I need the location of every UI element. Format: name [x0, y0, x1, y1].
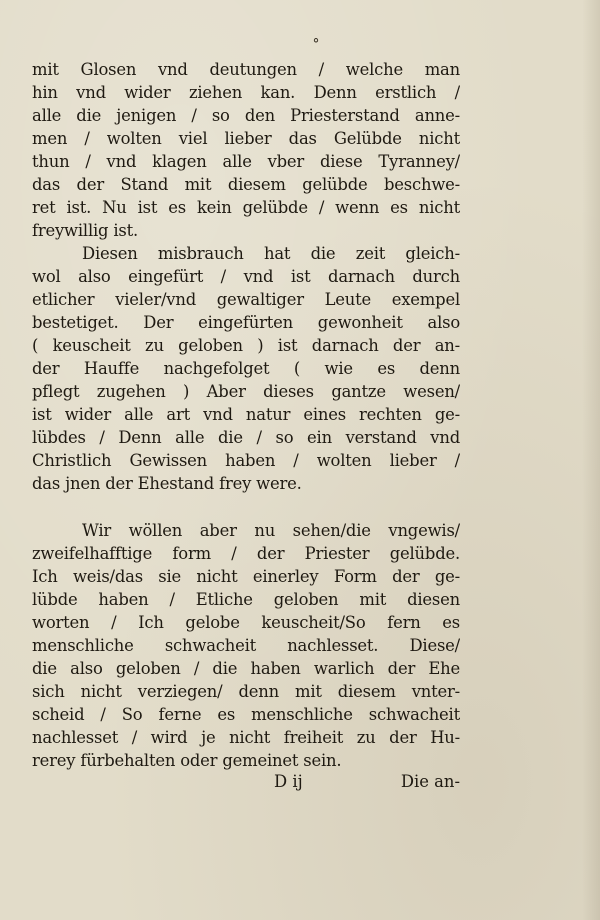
page-edge-shading: [582, 0, 600, 920]
text-line: zweifelhafftige form / der Priester gelübde.: [32, 544, 460, 563]
text-line: sich nicht verziegen/ denn mit diesem vnter-: [32, 682, 460, 701]
catchword: Die an-: [400, 772, 460, 791]
printer-ornament-mark: ˚: [312, 37, 320, 56]
text-line: bestetiget. Der eingefürten gewonheit also: [32, 313, 460, 332]
text-line: wol also eingefürt / vnd ist darnach durch: [32, 267, 460, 286]
text-line: Diesen misbrauch hat die zeit gleich-: [82, 244, 460, 263]
text-line: men / wolten viel lieber das Gelübde nicht: [32, 129, 460, 148]
text-line: hin vnd wider ziehen kan. Denn erstlich /: [32, 83, 460, 102]
text-line: Christlich Gewissen haben / wolten lieber /: [32, 451, 460, 470]
text-line: lübdes / Denn alle die / so ein verstand vnd: [32, 428, 460, 447]
text-line: etlicher vieler/vnd gewaltiger Leute exempel: [32, 290, 460, 309]
text-line: Wir wöllen aber nu sehen/die vngewis/: [82, 521, 460, 540]
paragraph-2: [32, 242, 460, 495]
text-line: menschliche schwacheit nachlesset. Diese/: [32, 636, 460, 655]
page-footer: [32, 770, 460, 794]
text-line: Ich weis/das sie nicht einerley Form der ge-: [32, 567, 460, 586]
text-line: freywillig ist.: [32, 221, 139, 240]
text-line: das der Stand mit diesem gelübde beschwe-: [32, 175, 460, 194]
signature-mark: D ij: [274, 772, 303, 791]
text-line: lübde haben / Etliche geloben mit diesen: [32, 590, 460, 609]
text-line: pflegt zugehen ) Aber dieses gantze wesen/: [32, 382, 460, 401]
text-line: die also geloben / die haben warlich der Ehe: [32, 659, 460, 678]
body-text: [32, 58, 460, 772]
text-line: ret ist. Nu ist es kein gelübde / wenn es nicht: [32, 198, 460, 217]
paragraph-3: [32, 519, 460, 772]
text-line: das jnen der Ehestand frey were.: [32, 474, 302, 493]
text-line: ist wider alle art vnd natur eines rechten ge-: [32, 405, 460, 424]
text-line: rerey fürbehalten oder gemeinet sein.: [32, 751, 342, 770]
text-line: der Hauffe nachgefolget ( wie es denn: [32, 359, 460, 378]
text-line: ( keuscheit zu geloben ) ist darnach der an-: [32, 336, 460, 355]
text-line: scheid / So ferne es menschliche schwacheit: [32, 705, 460, 724]
text-line: thun / vnd klagen alle vber diese Tyranney/: [32, 152, 460, 171]
paragraph-1: [32, 58, 460, 242]
paragraph-spacer: [32, 495, 460, 519]
text-line: mit Glosen vnd deutungen / welche man: [32, 60, 460, 79]
text-line: alle die jenigen / so den Priesterstand anne-: [32, 106, 460, 125]
text-line: worten / Ich gelobe keuscheit/So fern es: [32, 613, 460, 632]
text-line: nachlesset / wird je nicht freiheit zu der Hu-: [32, 728, 460, 747]
